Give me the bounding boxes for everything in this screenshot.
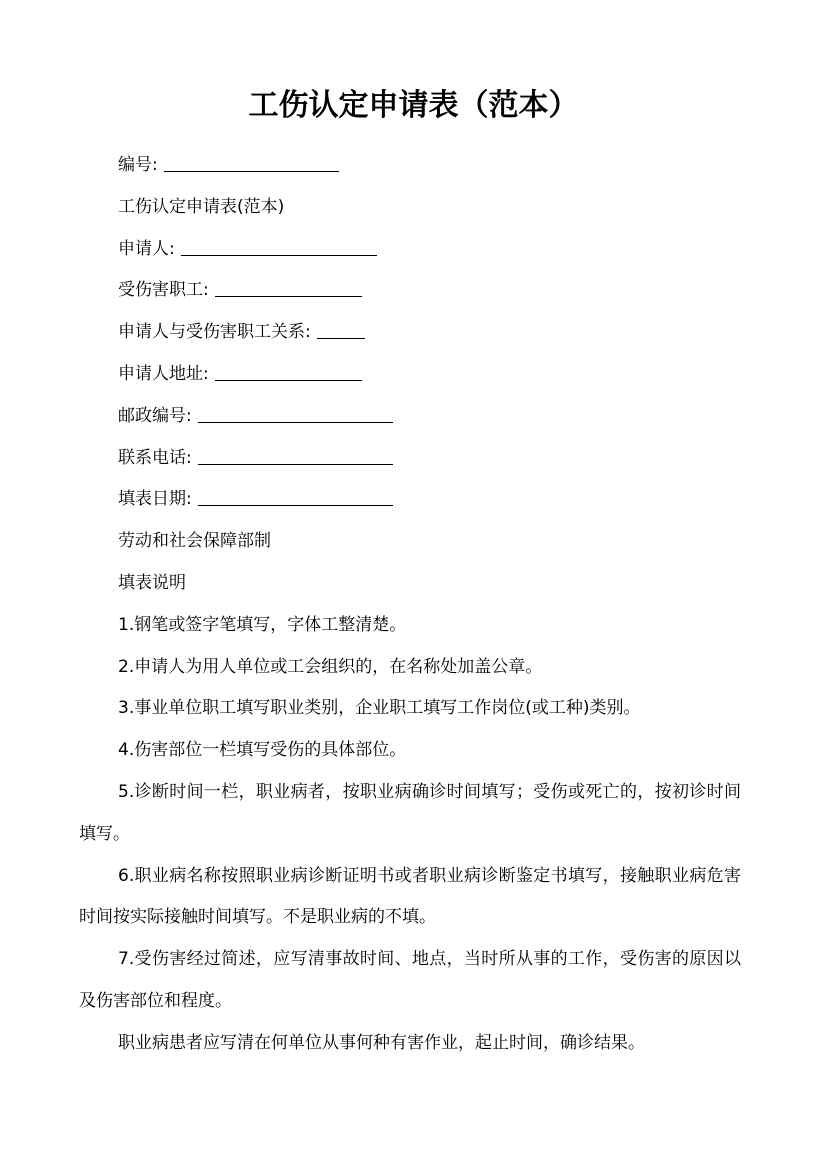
number-field-row xyxy=(79,145,741,187)
postal-code-blank-line xyxy=(198,404,393,423)
address-label: 申请人地址: xyxy=(118,363,209,384)
postal-code-label: 邮政编号: xyxy=(118,405,192,426)
instruction-item: 3.事业单位职工填写职业类别，企业职工填写工作岗位(或工种)类别。 xyxy=(118,698,641,719)
instruction-item: 1.钢笔或签字笔填写，字体工整清楚。 xyxy=(118,614,407,635)
injured-worker-field-row xyxy=(79,270,741,312)
date-label: 填表日期: xyxy=(118,489,192,510)
relation-label: 申请人与受伤害职工关系: xyxy=(118,322,311,343)
instruction-item: 4.伤害部位一栏填写受伤的具体部位。 xyxy=(118,740,407,761)
phone-blank-line xyxy=(198,446,393,465)
applicant-field-row xyxy=(79,229,741,271)
document-title: 工伤认定申请表（范本） xyxy=(248,88,579,123)
form-subtitle: 工伤认定申请表(范本) xyxy=(118,196,285,217)
instruction-item: 6.职业病名称按照职业病诊断证明书或者职业病诊断鉴定书填写，接触职业病危害时间按实际接触时间填写。不是职业病的不填。 xyxy=(79,865,741,928)
injured-worker-blank-line xyxy=(215,278,362,297)
relation-blank-line xyxy=(317,320,365,339)
issuer-text: 劳动和社会保障部制 xyxy=(118,531,271,552)
address-field-row xyxy=(79,354,741,396)
date-blank-line xyxy=(198,487,393,506)
document-body xyxy=(79,145,741,1065)
relation-field-row xyxy=(79,312,741,354)
applicant-label: 申请人: xyxy=(118,238,175,259)
address-blank-line xyxy=(215,362,362,381)
number-blank-line xyxy=(164,153,339,172)
phone-field-row xyxy=(79,438,741,480)
date-field-row xyxy=(79,479,741,521)
applicant-blank-line xyxy=(181,237,377,256)
instructions-heading: 填表说明 xyxy=(118,572,186,593)
instruction-item: 5.诊断时间一栏，职业病者，按职业病确诊时间填写；受伤或死亡的，按初诊时间填写。 xyxy=(79,781,741,844)
postal-code-field-row xyxy=(79,396,741,438)
injured-worker-label: 受伤害职工: xyxy=(118,280,209,301)
number-label: 编号: xyxy=(118,155,158,175)
instruction-item: 职业病患者应写清在何单位从事何种有害作业，起止时间，确诊结果。 xyxy=(118,1032,645,1053)
phone-label: 联系电话: xyxy=(118,447,192,468)
instruction-item: 2.申请人为用人单位或工会组织的，在名称处加盖公章。 xyxy=(118,656,543,677)
instruction-item: 7.受伤害经过简述，应写清事故时间、地点，当时所从事的工作，受伤害的原因以及伤害部位和程度。 xyxy=(79,949,741,1011)
